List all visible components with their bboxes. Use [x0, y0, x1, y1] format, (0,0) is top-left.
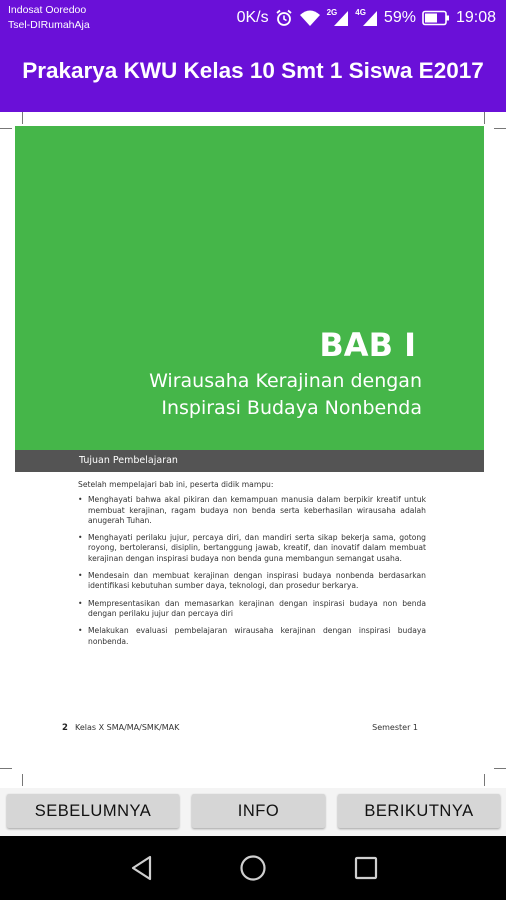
objectives-intro: Setelah mempelajari bab ini, peserta didik mampu: [78, 480, 274, 489]
home-icon[interactable] [233, 852, 273, 884]
crop-mark [22, 112, 23, 124]
list-item: • Mendesain dan membuat kerajinan dengan inspirasi budaya nonbenda berdasarkan identifikasi kebutuhan sumber daya, teknologi, dan prosedur berkarya. [78, 571, 426, 592]
chapter-title: BAB I [319, 326, 416, 364]
next-button[interactable]: BERIKUTNYA [338, 794, 500, 828]
status-icons [237, 6, 496, 30]
crop-mark [484, 774, 485, 786]
crop-mark [494, 128, 506, 129]
signal-type-label: 4G [355, 7, 366, 17]
network-speed: 0K/s [236, 9, 269, 26]
carrier-name-2: Tsel-DIRumahAja [8, 19, 90, 31]
list-item: • Menghayati bahwa akal pikiran dan kemampuan manusia dalam berpikir kreatif untuk membuat kerajinan, ragam budaya non benda serta keberhasilan wirausaha adalah anugerah Tuhan. [78, 495, 426, 526]
crop-mark [494, 768, 506, 769]
chapter-subtitle-line: Wirausaha Kerajinan dengan [149, 370, 422, 392]
crop-mark [0, 128, 12, 129]
crop-mark [22, 774, 23, 786]
chapter-subtitle-line: Inspirasi Budaya Nonbenda [161, 397, 422, 419]
list-item: • Melakukan evaluasi pembelajaran wirausaha kerajinan dengan inspirasi budaya nonbenda. [78, 626, 426, 647]
chapter-cover [15, 126, 484, 450]
previous-button[interactable]: SEBELUMNYA [7, 794, 179, 828]
signal-icon [355, 9, 378, 27]
battery-percent: 59% [383, 9, 416, 26]
system-navigation-bar [0, 836, 506, 900]
signal-type-label: 2G [326, 7, 338, 17]
section-header-bar [15, 450, 484, 472]
book-title-footer: Kelas X SMA/MA/SMK/MAK [75, 723, 180, 732]
back-icon[interactable] [122, 852, 162, 884]
semester-footer: Semester 1 [372, 723, 418, 732]
status-bar [0, 0, 506, 36]
section-label: Tujuan Pembelajaran [79, 455, 178, 466]
carrier-name-1: Indosat Ooredoo [8, 4, 87, 16]
crop-mark [484, 112, 485, 124]
page-navigation [0, 788, 506, 836]
info-button[interactable]: INFO [192, 794, 325, 828]
alarm-icon [275, 9, 293, 27]
crop-mark [0, 768, 12, 769]
app-title: Prakarya KWU Kelas 10 Smt 1 Siswa E2017 [22, 58, 484, 83]
chapter-subtitle [149, 368, 422, 422]
objectives-list [78, 495, 426, 647]
list-item: • Mempresentasikan dan memasarkan kerajinan dengan inspirasi budaya non benda dengan perilaku jujur dan percaya diri [78, 599, 426, 620]
wifi-icon [299, 9, 321, 27]
app-bar [0, 36, 506, 112]
clock: 19:08 [455, 9, 496, 26]
signal-icon [327, 9, 350, 27]
page-number: 2 [62, 723, 68, 733]
battery-icon [422, 10, 450, 26]
learning-objectives [78, 480, 426, 654]
document-page[interactable] [0, 112, 506, 788]
list-item: • Menghayati perilaku jujur, percaya diri, dan mandiri serta sikap bekerja sama, gotong royong, bertoleransi, disiplin, bertanggung jawab, kreatif, dan inovatif dalam membuat kerajinan dengan inspirasi budaya non benda guna membangun semangat usaha. [78, 533, 426, 564]
recents-icon[interactable] [346, 852, 386, 884]
